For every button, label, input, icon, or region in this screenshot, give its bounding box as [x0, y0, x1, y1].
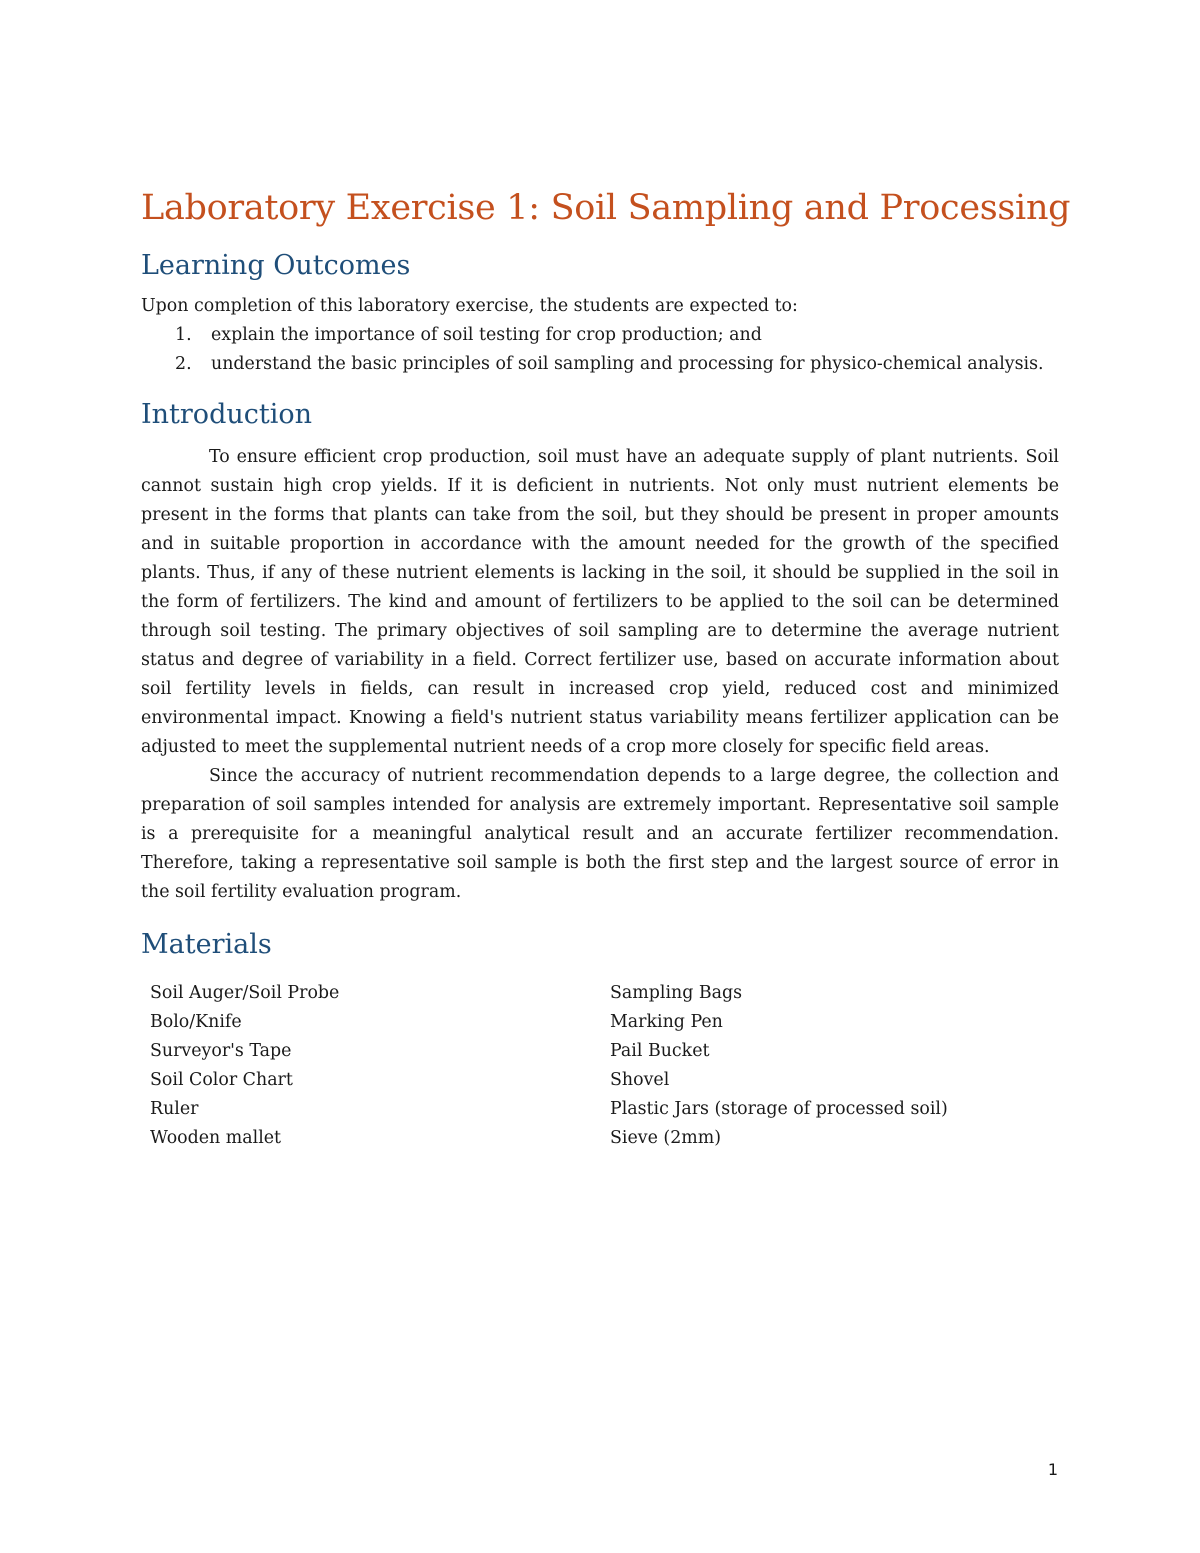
learning-outcomes-list: [141, 321, 1059, 379]
material-item: Bolo/Knife: [150, 1012, 242, 1032]
materials-column-right: [610, 979, 948, 1153]
material-item: Surveyor's Tape: [150, 1041, 292, 1061]
material-item: Ruler: [150, 1099, 199, 1119]
introduction-body: [141, 443, 1059, 907]
materials-list: [141, 979, 1059, 1153]
outcome-number: 1.: [175, 325, 192, 345]
material-item: Marking Pen: [610, 1012, 723, 1032]
material-item: Shovel: [610, 1070, 670, 1090]
introduction-heading: Introduction: [141, 399, 312, 430]
material-item: Pail Bucket: [610, 1041, 710, 1061]
learning-outcomes-lead: Upon completion of this laboratory exercise, the students are expected to:: [141, 296, 798, 316]
introduction-paragraph: To ensure efficient crop production, soil must have an adequate supply of plant nutrients. Soil cannot sustain high crop yields. If it is deficient in nutrients. Not only must nutrient elements be present in the forms that plants can take from the soil, but they should be present in proper amounts and in suitable proportion in accordance with the amount needed for the growth of the specified plants. Thus, if any of these nutrient elements is lacking in the soil, it should be supplied in the soil in the form of fertilizers. The kind and amount of fertilizers to be applied to the soil can be determined through soil testing. The primary objectives of soil sampling are to determine the average nutrient status and degree of variability in a field. Correct fertilizer use, based on accurate information about soil fertility levels in fields, can result in increased crop yield, reduced cost and minimized environmental impact. Knowing a field's nutrient status variability means fertilizer application can be adjusted to meet the supplemental nutrient needs of a crop more closely for specific field areas.: [141, 447, 1059, 757]
material-item: Sampling Bags: [610, 983, 743, 1003]
materials-column-left: [141, 979, 610, 1153]
materials-heading: Materials: [141, 929, 272, 960]
material-item: Sieve (2mm): [610, 1128, 722, 1148]
outcome-item: [141, 350, 1059, 379]
page-number: 1: [1047, 1460, 1058, 1479]
introduction-paragraph: Since the accuracy of nutrient recommendation depends to a large degree, the collection and preparation of soil samples intended for analysis are extremely important. Representative soil sample is a prerequisite for a meaningful analytical result and an accurate fertilizer recommendation. Therefore, taking a representative soil sample is both the first step and the largest source of error in the soil fertility evaluation program.: [141, 766, 1059, 902]
outcome-item: [141, 321, 1059, 350]
material-item: Plastic Jars (storage of processed soil): [610, 1099, 948, 1119]
document-title: Laboratory Exercise 1: Soil Sampling and Processing: [141, 188, 1071, 228]
material-item: Wooden mallet: [150, 1128, 282, 1148]
page-content: [141, 180, 1071, 1153]
learning-outcomes-heading: Learning Outcomes: [141, 250, 411, 281]
material-item: Soil Color Chart: [150, 1070, 293, 1090]
material-item: Soil Auger/Soil Probe: [150, 983, 340, 1003]
outcome-text: explain the importance of soil testing for crop production; and: [211, 325, 762, 345]
outcome-number: 2.: [175, 354, 192, 374]
outcome-text: understand the basic principles of soil sampling and processing for physico-chemical analysis.: [211, 354, 1044, 374]
